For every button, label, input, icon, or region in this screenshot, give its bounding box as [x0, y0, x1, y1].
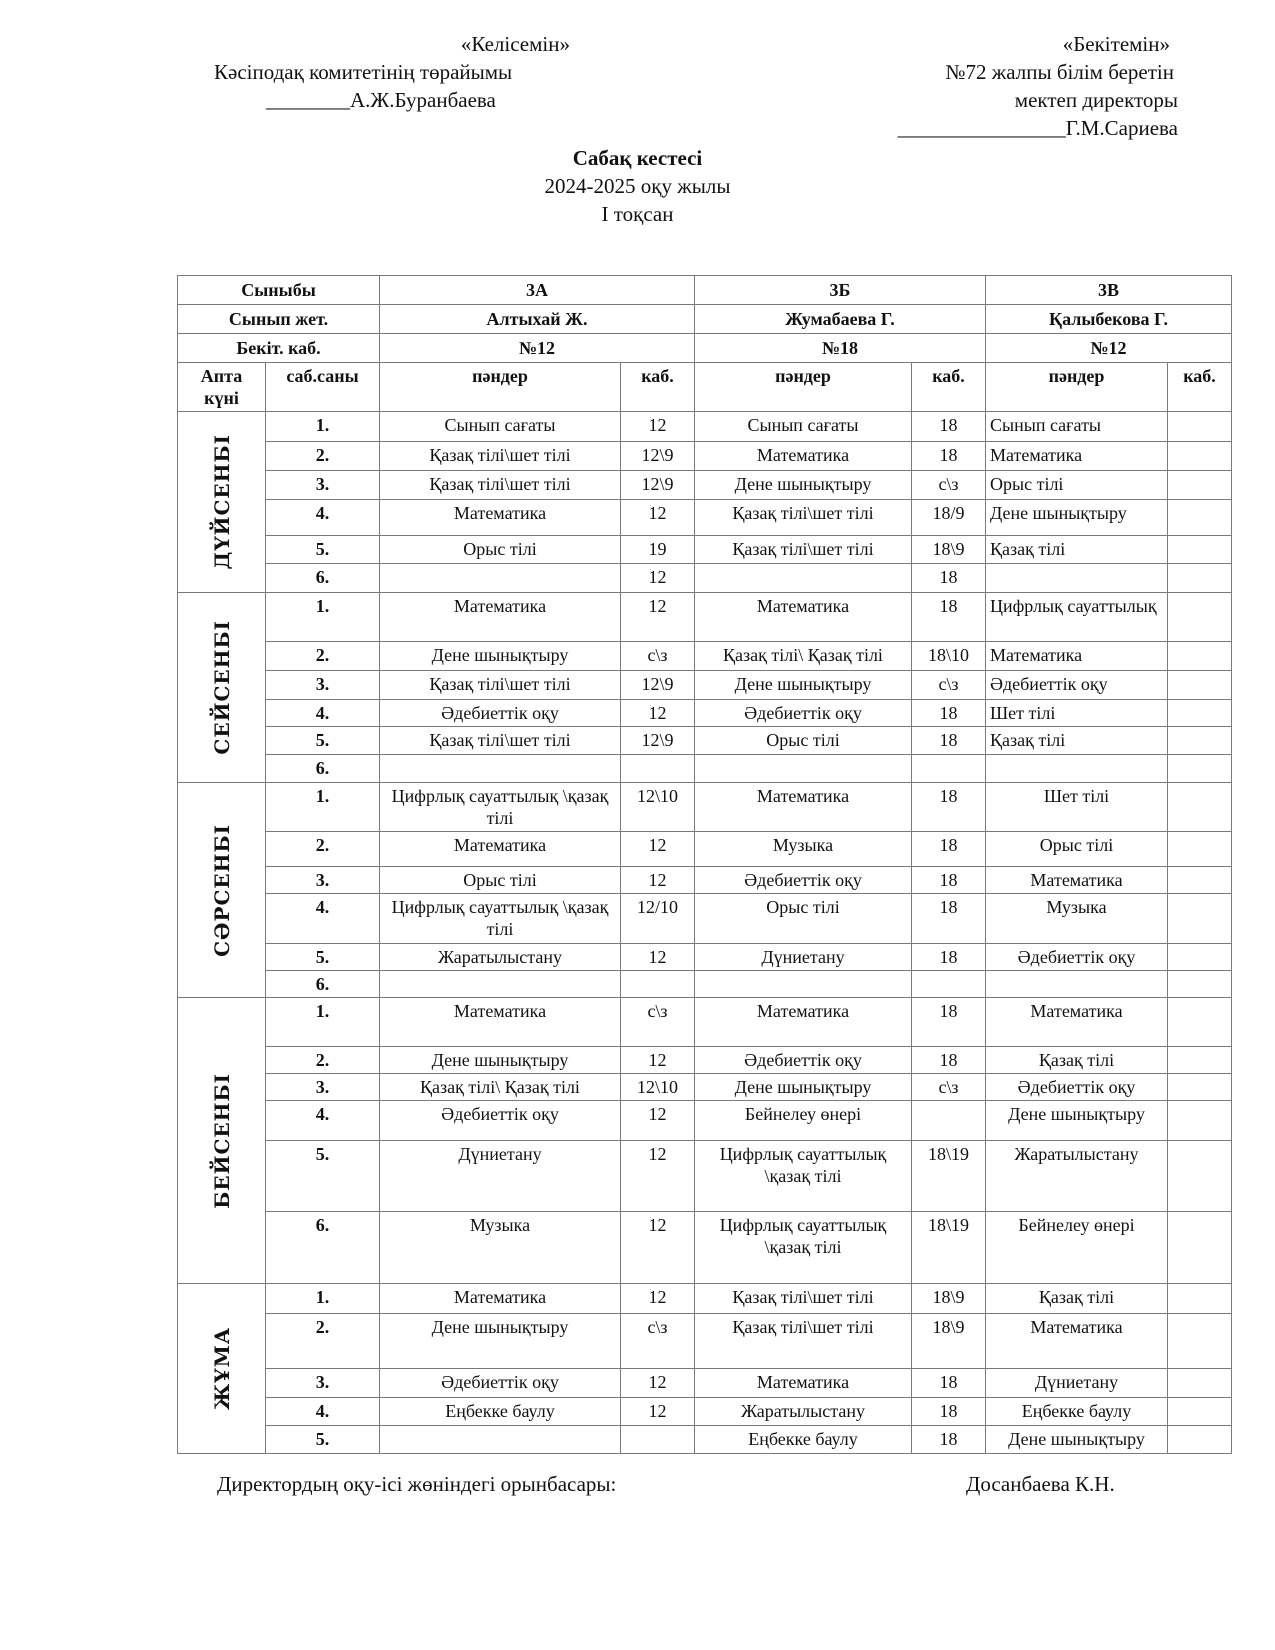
- subject-3b: Қазақ тілі\шет тілі: [695, 1284, 912, 1314]
- schedule-table: [177, 275, 1232, 1454]
- subject-3b: Сынып сағаты: [695, 412, 912, 442]
- lesson-row: [178, 1047, 1232, 1074]
- lesson-row: [178, 564, 1232, 593]
- room-3a: с\з: [621, 1314, 695, 1369]
- lesson-number: 4.: [266, 700, 380, 727]
- subject-3b: Цифрлық сауаттылық \қазақ тілі: [695, 1141, 912, 1212]
- subject-3b: Жаратылыстану: [695, 1398, 912, 1426]
- day-cell: [178, 412, 266, 593]
- room-3b: 18: [912, 1398, 986, 1426]
- lesson-row: [178, 412, 1232, 442]
- subject-3v: Қазақ тілі: [986, 727, 1168, 755]
- subject-3a: Еңбекке баулу: [380, 1398, 621, 1426]
- day-label: БЕЙСЕНБІ: [209, 1072, 234, 1209]
- subject-3b: Қазақ тілі\ Қазақ тілі: [695, 642, 912, 671]
- room-3v: [1168, 593, 1232, 642]
- document-title: Сабақ кестесі: [572, 146, 703, 170]
- column-header-row: [178, 363, 1232, 412]
- room-3b: с\з: [912, 671, 986, 700]
- subject-3b: Дене шынықтыру: [695, 1074, 912, 1101]
- room-3b: 18/9: [912, 500, 986, 536]
- col-room-3v-header: каб.: [1168, 363, 1232, 412]
- lesson-number: 6.: [266, 971, 380, 998]
- day-label: СӘРСЕНБІ: [209, 823, 234, 957]
- day-cell: [178, 593, 266, 783]
- subject-3b: Бейнелеу өнері: [695, 1101, 912, 1141]
- subject-3v: [986, 564, 1168, 593]
- subject-3v: Орыс тілі: [986, 471, 1168, 500]
- subject-3v: Шет тілі: [986, 783, 1168, 832]
- room-3b: 18\19: [912, 1212, 986, 1284]
- room-3v: [1168, 998, 1232, 1047]
- subject-3b: Әдебиеттік оқу: [695, 1047, 912, 1074]
- subject-3a: Әдебиеттік оқу: [380, 1369, 621, 1398]
- subject-3a: Дене шынықтыру: [380, 642, 621, 671]
- room-3v: [1168, 412, 1232, 442]
- document-title-block: [0, 144, 1275, 228]
- union-chair-title: Кәсіподақ комитетінің төрайымы: [214, 60, 513, 84]
- room-3v: [1168, 700, 1232, 727]
- footer-position: Директордың оқу-ісі жөніндегі орынбасары:: [217, 1472, 617, 1496]
- director-title: мектеп директоры: [1014, 88, 1178, 112]
- lesson-row: [178, 867, 1232, 894]
- director-signature: ________________Г.М.Сариева: [897, 116, 1178, 140]
- subject-3a: Дене шынықтыру: [380, 1047, 621, 1074]
- room-3v: [1168, 500, 1232, 536]
- room-3a: 12\9: [621, 727, 695, 755]
- room-3b: 18: [912, 783, 986, 832]
- subject-3b: [695, 755, 912, 783]
- subject-3b: [695, 564, 912, 593]
- room-3v: [1168, 1284, 1232, 1314]
- room-3a: 12: [621, 1212, 695, 1284]
- room-3b: 18\10: [912, 642, 986, 671]
- subject-3a: Математика: [380, 593, 621, 642]
- room-3a: [621, 971, 695, 998]
- lesson-number: 1.: [266, 593, 380, 642]
- lesson-number: 4.: [266, 1398, 380, 1426]
- room-3a: 12/10: [621, 894, 695, 944]
- subject-3b: Дене шынықтыру: [695, 671, 912, 700]
- room-3b: 18: [912, 1426, 986, 1454]
- room-3a: с\з: [621, 642, 695, 671]
- room-3b: 18: [912, 700, 986, 727]
- subject-3v: Дүниетану: [986, 1369, 1168, 1398]
- approval-left-block: [200, 30, 590, 114]
- lesson-row: [178, 1314, 1232, 1369]
- subject-3a: [380, 971, 621, 998]
- lesson-number: 6.: [266, 755, 380, 783]
- room-3b: 18\19: [912, 1141, 986, 1212]
- lesson-number: 1.: [266, 998, 380, 1047]
- day-cell: [178, 998, 266, 1284]
- subject-3v: Қазақ тілі: [986, 536, 1168, 564]
- room-3v: [1168, 536, 1232, 564]
- lesson-number: 2.: [266, 832, 380, 867]
- col-subject-3a-header: пәндер: [380, 363, 621, 412]
- room-3b: [912, 1101, 986, 1141]
- subject-3b: Математика: [695, 1369, 912, 1398]
- room-3v: [1168, 1314, 1232, 1369]
- room-3v: [1168, 727, 1232, 755]
- subject-3v: Музыка: [986, 894, 1168, 944]
- room-3a: 19: [621, 536, 695, 564]
- subject-3b: Математика: [695, 593, 912, 642]
- room-3b: 18\9: [912, 536, 986, 564]
- subject-3v: Дене шынықтыру: [986, 500, 1168, 536]
- col-room-3b-header: каб.: [912, 363, 986, 412]
- subject-3v: Математика: [986, 442, 1168, 471]
- lesson-number: 5.: [266, 1426, 380, 1454]
- subject-3b: Еңбекке баулу: [695, 1426, 912, 1454]
- room-3b: [912, 755, 986, 783]
- subject-3a: Қазақ тілі\шет тілі: [380, 727, 621, 755]
- subject-3b: Қазақ тілі\шет тілі: [695, 536, 912, 564]
- subject-3a: Математика: [380, 500, 621, 536]
- footer-signatory: Досанбаева К.Н.: [966, 1472, 1115, 1496]
- subject-3a: Дене шынықтыру: [380, 1314, 621, 1369]
- class-row: [178, 276, 1232, 305]
- room-3a: с\з: [621, 998, 695, 1047]
- approved-label: «Бекітемін»: [1062, 32, 1170, 56]
- lesson-number: 4.: [266, 894, 380, 944]
- room-3v: [1168, 1141, 1232, 1212]
- subject-3v: Цифрлық сауаттылық: [986, 593, 1168, 642]
- col-room-3a-header: каб.: [621, 363, 695, 412]
- room-3a: 12: [621, 700, 695, 727]
- subject-3a: Математика: [380, 998, 621, 1047]
- room-3a: 12: [621, 1141, 695, 1212]
- room-3b: 18: [912, 564, 986, 593]
- teacher-3a: Алтыхай Ж.: [380, 305, 695, 334]
- subject-3a: Қазақ тілі\ Қазақ тілі: [380, 1074, 621, 1101]
- room-3a: 12: [621, 412, 695, 442]
- col-subject-3v-header: пәндер: [986, 363, 1168, 412]
- subject-3b: Қазақ тілі\шет тілі: [695, 1314, 912, 1369]
- room-3b: 18: [912, 894, 986, 944]
- subject-3v: Әдебиеттік оқу: [986, 944, 1168, 971]
- subject-3a: Әдебиеттік оқу: [380, 700, 621, 727]
- subject-3a: Орыс тілі: [380, 867, 621, 894]
- room-label: Бекіт. каб.: [178, 334, 380, 363]
- room-3b: 18\9: [912, 1284, 986, 1314]
- subject-3b: Әдебиеттік оқу: [695, 700, 912, 727]
- lesson-number: 3.: [266, 1369, 380, 1398]
- room-3v: [1168, 944, 1232, 971]
- subject-3a: [380, 1426, 621, 1454]
- subject-3b: Орыс тілі: [695, 727, 912, 755]
- room-3b: 18: [912, 442, 986, 471]
- class-label: Сыныбы: [178, 276, 380, 305]
- subject-3b: Орыс тілі: [695, 894, 912, 944]
- subject-3v: Математика: [986, 1314, 1168, 1369]
- lesson-row: [178, 944, 1232, 971]
- room-3b: 18: [912, 727, 986, 755]
- room-3v: [1168, 1047, 1232, 1074]
- room-3a: 12: [621, 1369, 695, 1398]
- lesson-row: [178, 998, 1232, 1047]
- subject-3v: Математика: [986, 642, 1168, 671]
- lesson-row: [178, 1141, 1232, 1212]
- room-3v: [1168, 1369, 1232, 1398]
- lesson-number: 6.: [266, 1212, 380, 1284]
- room-3a: 12\9: [621, 671, 695, 700]
- lesson-row: [178, 1212, 1232, 1284]
- lesson-row: [178, 971, 1232, 998]
- room-3v: [1168, 642, 1232, 671]
- lesson-number: 3.: [266, 1074, 380, 1101]
- lesson-row: [178, 1284, 1232, 1314]
- approval-right-block: [840, 30, 1178, 142]
- subject-3v: Әдебиеттік оқу: [986, 1074, 1168, 1101]
- subject-3v: Жаратылыстану: [986, 1141, 1168, 1212]
- room-3v: [1168, 564, 1232, 593]
- room-3b: 18\9: [912, 1314, 986, 1369]
- subject-3a: Цифрлық сауаттылық \қазақ тілі: [380, 783, 621, 832]
- room-3b: [912, 971, 986, 998]
- subject-3a: [380, 755, 621, 783]
- school-name: №72 жалпы білім беретін: [945, 60, 1174, 84]
- subject-3a: Жаратылыстану: [380, 944, 621, 971]
- room-3v: [1168, 1212, 1232, 1284]
- class-3a: 3А: [380, 276, 695, 305]
- room-3b: №18: [695, 334, 986, 363]
- teacher-label: Сынып жет.: [178, 305, 380, 334]
- lesson-number: 2.: [266, 442, 380, 471]
- subject-3a: Дүниетану: [380, 1141, 621, 1212]
- subject-3b: Дене шынықтыру: [695, 471, 912, 500]
- lesson-row: [178, 1074, 1232, 1101]
- class-3v: 3В: [986, 276, 1232, 305]
- lesson-number: 5.: [266, 536, 380, 564]
- room-3v: [1168, 1101, 1232, 1141]
- teacher-3b: Жумабаева Г.: [695, 305, 986, 334]
- subject-3b: Цифрлық сауаттылық \қазақ тілі: [695, 1212, 912, 1284]
- subject-3v: Бейнелеу өнері: [986, 1212, 1168, 1284]
- lesson-row: [178, 536, 1232, 564]
- room-3a: 12: [621, 1284, 695, 1314]
- subject-3a: Музыка: [380, 1212, 621, 1284]
- subject-3a: Қазақ тілі\шет тілі: [380, 471, 621, 500]
- room-3a: №12: [380, 334, 695, 363]
- lesson-number: 3.: [266, 671, 380, 700]
- subject-3v: Дене шынықтыру: [986, 1101, 1168, 1141]
- subject-3v: [986, 755, 1168, 783]
- lesson-row: [178, 471, 1232, 500]
- subject-3b: Математика: [695, 442, 912, 471]
- class-3b: 3Б: [695, 276, 986, 305]
- subject-3v: Қазақ тілі: [986, 1284, 1168, 1314]
- room-3v: [1168, 471, 1232, 500]
- room-3a: 12: [621, 944, 695, 971]
- room-3a: 12\9: [621, 442, 695, 471]
- subject-3v: Сынып сағаты: [986, 412, 1168, 442]
- subject-3v: Әдебиеттік оқу: [986, 671, 1168, 700]
- subject-3a: Сынып сағаты: [380, 412, 621, 442]
- room-3v: [1168, 1074, 1232, 1101]
- subject-3a: Математика: [380, 832, 621, 867]
- room-3a: [621, 755, 695, 783]
- lesson-number: 5.: [266, 727, 380, 755]
- subject-3v: Математика: [986, 867, 1168, 894]
- subject-3v: Қазақ тілі: [986, 1047, 1168, 1074]
- subject-3a: [380, 564, 621, 593]
- room-3v: [1168, 783, 1232, 832]
- subject-3a: Әдебиеттік оқу: [380, 1101, 621, 1141]
- room-3b: 18: [912, 944, 986, 971]
- room-3b: с\з: [912, 1074, 986, 1101]
- subject-3b: [695, 971, 912, 998]
- room-3a: 12: [621, 832, 695, 867]
- subject-3a: Қазақ тілі\шет тілі: [380, 442, 621, 471]
- lesson-number: 4.: [266, 500, 380, 536]
- lesson-row: [178, 442, 1232, 471]
- lesson-row: [178, 671, 1232, 700]
- room-3v: [1168, 442, 1232, 471]
- lesson-row: [178, 894, 1232, 944]
- lesson-row: [178, 727, 1232, 755]
- room-3v: [1168, 755, 1232, 783]
- room-3a: [621, 1426, 695, 1454]
- room-3b: 18: [912, 1047, 986, 1074]
- lesson-row: [178, 700, 1232, 727]
- room-3v: [1168, 894, 1232, 944]
- lesson-number: 1.: [266, 1284, 380, 1314]
- day-label: ДҮЙСЕНБІ: [209, 434, 234, 570]
- teacher-row: [178, 305, 1232, 334]
- lesson-row: [178, 1101, 1232, 1141]
- lesson-number: 6.: [266, 564, 380, 593]
- lesson-row: [178, 783, 1232, 832]
- room-3b: 18: [912, 832, 986, 867]
- room-3v: [1168, 971, 1232, 998]
- subject-3a: Математика: [380, 1284, 621, 1314]
- subject-3b: Әдебиеттік оқу: [695, 867, 912, 894]
- col-day-header: Апта күні: [178, 363, 266, 412]
- room-3b: 18: [912, 867, 986, 894]
- subject-3v: Математика: [986, 998, 1168, 1047]
- subject-3b: Дүниетану: [695, 944, 912, 971]
- subject-3a: Қазақ тілі\шет тілі: [380, 671, 621, 700]
- subject-3v: Шет тілі: [986, 700, 1168, 727]
- subject-3b: Музыка: [695, 832, 912, 867]
- col-subject-3b-header: пәндер: [695, 363, 912, 412]
- lesson-row: [178, 500, 1232, 536]
- room-3a: 12\10: [621, 1074, 695, 1101]
- room-3v: [1168, 1398, 1232, 1426]
- col-num-header: саб.саны: [266, 363, 380, 412]
- lesson-number: 2.: [266, 1047, 380, 1074]
- room-3v: №12: [986, 334, 1232, 363]
- room-3a: 12: [621, 500, 695, 536]
- day-label: СЕЙСЕНБІ: [209, 620, 234, 755]
- lesson-row: [178, 593, 1232, 642]
- room-3a: 12\9: [621, 471, 695, 500]
- lesson-row: [178, 755, 1232, 783]
- lesson-row: [178, 1369, 1232, 1398]
- room-3a: 12: [621, 867, 695, 894]
- day-cell: [178, 783, 266, 998]
- lesson-number: 1.: [266, 412, 380, 442]
- subject-3v: Дене шынықтыру: [986, 1426, 1168, 1454]
- room-3a: 12\10: [621, 783, 695, 832]
- agreed-label: «Келісемін»: [460, 32, 570, 56]
- subject-3v: [986, 971, 1168, 998]
- teacher-3v: Қалыбекова Г.: [986, 305, 1232, 334]
- room-3v: [1168, 867, 1232, 894]
- lesson-number: 2.: [266, 642, 380, 671]
- subject-3v: Еңбекке баулу: [986, 1398, 1168, 1426]
- day-label: ЖҰМА: [209, 1327, 234, 1410]
- quarter: І тоқсан: [601, 202, 674, 226]
- lesson-row: [178, 1398, 1232, 1426]
- subject-3b: Математика: [695, 998, 912, 1047]
- room-row: [178, 334, 1232, 363]
- lesson-number: 5.: [266, 1141, 380, 1212]
- room-3a: 12: [621, 593, 695, 642]
- lesson-row: [178, 642, 1232, 671]
- room-3a: 12: [621, 1398, 695, 1426]
- room-3v: [1168, 1426, 1232, 1454]
- room-3b: 18: [912, 412, 986, 442]
- room-3v: [1168, 832, 1232, 867]
- subject-3a: Цифрлық сауаттылық \қазақ тілі: [380, 894, 621, 944]
- lesson-row: [178, 1426, 1232, 1454]
- lesson-number: 1.: [266, 783, 380, 832]
- subject-3b: Математика: [695, 783, 912, 832]
- academic-year: 2024-2025 оқу жылы: [544, 174, 731, 198]
- room-3a: 12: [621, 1101, 695, 1141]
- subject-3v: Орыс тілі: [986, 832, 1168, 867]
- union-chair-signature: ________А.Ж.Буранбаева: [266, 88, 496, 112]
- room-3b: 18: [912, 593, 986, 642]
- room-3b: с\з: [912, 471, 986, 500]
- lesson-row: [178, 832, 1232, 867]
- lesson-number: 3.: [266, 867, 380, 894]
- subject-3a: Орыс тілі: [380, 536, 621, 564]
- day-cell: [178, 1284, 266, 1454]
- lesson-number: 3.: [266, 471, 380, 500]
- lesson-number: 4.: [266, 1101, 380, 1141]
- room-3v: [1168, 671, 1232, 700]
- room-3a: 12: [621, 1047, 695, 1074]
- lesson-number: 5.: [266, 944, 380, 971]
- room-3a: 12: [621, 564, 695, 593]
- subject-3b: Қазақ тілі\шет тілі: [695, 500, 912, 536]
- room-3b: 18: [912, 998, 986, 1047]
- lesson-number: 2.: [266, 1314, 380, 1369]
- room-3b: 18: [912, 1369, 986, 1398]
